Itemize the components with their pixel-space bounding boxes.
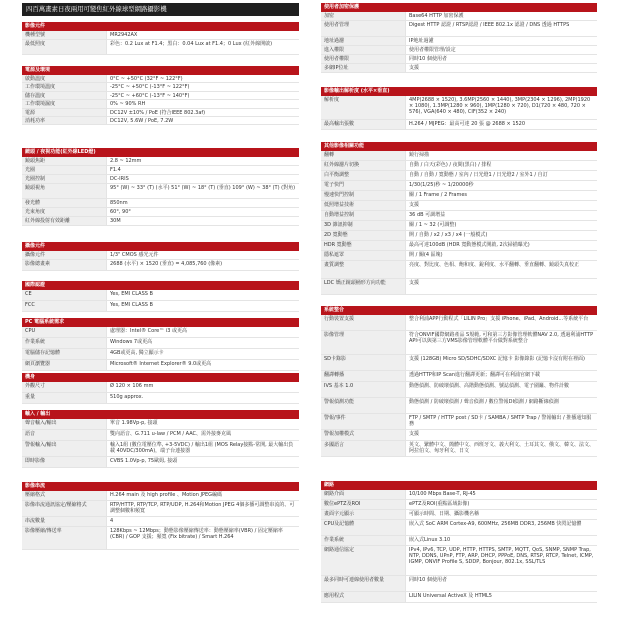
spec-label: 影像壓縮/傳送率 (22, 527, 106, 549)
spec-row (22, 382, 299, 393)
spec-label: SD卡錄影 (321, 355, 405, 370)
spec-value: 支援 (405, 279, 597, 294)
spec-value: 0% ~ 90% RH (106, 100, 299, 107)
spec-value: 最高可達100dB (HDR 寬動態模式開啟, 2次掃描曝光) (405, 241, 597, 250)
section-header: 攝像元件 (22, 242, 299, 251)
sec-pc (22, 318, 299, 371)
spec-value: H.264 main 及 high profile 、Motion JPEG編碼 (106, 491, 299, 500)
spec-label: 2D 寬動態 (321, 231, 405, 240)
spec-row (321, 355, 597, 371)
spec-label: 電源 (22, 109, 106, 116)
spec-row (22, 349, 299, 360)
spec-row (321, 37, 597, 46)
spec-value: -25°C ~ +50°C (-13°F ~ 122°F) (106, 83, 299, 90)
spec-label: 電子快門 (321, 181, 405, 190)
spec-value: 36 dB 可調增益 (405, 211, 597, 220)
spec-label: 畫質調整 (321, 261, 405, 278)
spec-value: 0°C ~ +50°C (32°F ~ 122°F) (106, 75, 299, 82)
spec-label: 啟動溫度 (22, 75, 106, 82)
spec-value: 1/3" CMOS 感光元件 (106, 251, 299, 259)
spec-row (22, 75, 299, 83)
spec-label: 作業系統 (321, 536, 405, 545)
spec-label: FCC (22, 301, 106, 311)
sec-resolution (321, 87, 597, 130)
spec-row (321, 161, 597, 171)
spec-label: 消耗功率 (22, 117, 106, 124)
spec-value: 亮度、對比度、色相、飽和度、銳利度、水平翻轉、垂直翻轉、鏡頭失真校正 (405, 261, 597, 278)
spec-label: 光束角度 (22, 208, 106, 216)
spec-label: 網頁瀏覽器 (22, 360, 106, 370)
section-header: 使用者加密保護 (321, 3, 597, 12)
spec-row (22, 166, 299, 175)
spec-row (321, 520, 597, 536)
spec-value: 850nm (106, 199, 299, 207)
spec-value: 關 / 1 Frame / 2 Frames (405, 191, 597, 200)
spec-value: IPv4, IPv6, TCP, UDP, HTTP, HTTPS, SMTP, MQTT, QoS, SNMP, SNMP Trap, NTP, DDNS, UPnP, FTP, ARP, DHCP, PPPoE, DNS, RTSP, RTCP, Telnet, ICMP, IGMP, ONVIF Profile S, SDDP, Bonjour, 802.1x, SSL/TLS (405, 546, 597, 575)
spec-value: 4GB或更高, 獨立顯示卡 (106, 349, 299, 359)
spec-row (22, 360, 299, 371)
spec-row (321, 46, 597, 55)
spec-label: 多國語言 (321, 441, 405, 456)
sec-other (321, 142, 597, 295)
spec-label: 警報輸入/輸出 (22, 441, 106, 456)
spec-row (321, 414, 597, 430)
spec-row (321, 576, 597, 592)
spec-value: 英文、繁體中文、簡體中文、西班牙文、義大利文、土耳其文、俄文、韓文、法文、阿拉伯文、匈牙利文、日文 (405, 441, 597, 456)
spec-label: 外觀尺寸 (22, 382, 106, 392)
sec-security (321, 3, 597, 73)
spec-row (321, 171, 597, 181)
spec-row (22, 109, 299, 117)
spec-row (321, 490, 597, 500)
spec-label: 進入權限 (321, 46, 405, 54)
spec-label: 壓縮格式 (22, 491, 106, 500)
spec-value: LILIN Universal ActiveX 及 HTML5 (405, 592, 597, 602)
spec-row (321, 64, 597, 73)
spec-value: 2688 (水平) × 1520 (垂直) = 4,085,760 (像素) (106, 260, 299, 270)
spec-value: 4 (106, 517, 299, 526)
spec-label: 紅外線濾片切換 (321, 161, 405, 170)
section-header: 影像元件 (22, 22, 299, 31)
spec-row (321, 12, 597, 21)
spec-value: 同時10 個使用者 (405, 576, 597, 591)
spec-row (22, 199, 299, 208)
spec-value: 鏡行掃描 (405, 151, 597, 160)
spec-label: 警報偵測功能 (321, 398, 405, 413)
spec-value: 整合利浦APP行動程式「LILIN Pro」支援 iPhone、iPad、Android...等系統平台 (405, 315, 597, 330)
spec-value: DC12V ±10% / PoE (符合IEEE 802.3af) (106, 109, 299, 116)
spec-value: MR2942AX (106, 31, 299, 39)
spec-value: 30M (106, 217, 299, 225)
spec-row (321, 441, 597, 457)
spec-value: 支援 (405, 201, 597, 210)
spec-row (321, 500, 597, 510)
section-header: 鏡頭 / 夜視功能(紅外線LED燈) (22, 148, 299, 157)
spec-value: H.264 / MJPEG：最高可達 20 張 @ 2688 × 1520 (405, 120, 597, 129)
spec-row (321, 315, 597, 331)
spec-value: 開 / 自動 / x2 / x3 / x4 (一般模式) (405, 231, 597, 240)
section-header: 影像輸出解析度 (水平×垂直) (321, 87, 597, 96)
section-header: 輸入 / 輸出 (22, 410, 299, 419)
spec-value: Microsoft® Internet Explorer® 9.0或更高 (106, 360, 299, 370)
spec-value: 開 / 關(4 區塊) (405, 251, 597, 260)
spec-label: 光圈 (22, 166, 106, 174)
spec-row (321, 382, 597, 398)
section-header: 電源及環境 (22, 66, 299, 75)
spec-row (321, 536, 597, 546)
spec-value: RTP/HTTP, RTP/TCP, RTP/UDP, H.264和Motion JPEG 4個多播可調整串流的、可調整個數和頻寬 (106, 501, 299, 516)
spec-label: CE (22, 290, 106, 300)
spec-row (22, 184, 299, 199)
spec-label: 工作環境溫度 (22, 83, 106, 90)
spec-row (22, 40, 299, 55)
spec-value: DC-IRIS (106, 175, 299, 183)
spec-label: 低照增益技術 (321, 201, 405, 210)
spec-row (321, 592, 597, 603)
spec-row (22, 31, 299, 40)
spec-row (22, 491, 299, 501)
spec-value: Windows 7或更高 (106, 338, 299, 348)
spec-label: 語音 (22, 430, 106, 440)
spec-row (22, 501, 299, 517)
spec-label: 數位ePTZ及ROI (321, 500, 405, 509)
spec-value: 動態偵測、防破壞偵測、高階動態偵測、號誌偵測、電子圍籬、物件計數 (405, 382, 597, 397)
spec-value: 符合ONVIF國際網路產品 S規範, 可和第三方影像管理軟體NAV 2.0, 透過利浦HTTP API可以與第三方VMS影像管理軟體平台做對系統整合 (405, 331, 597, 354)
spec-row (321, 21, 597, 37)
spec-row (321, 201, 597, 211)
spec-row (22, 517, 299, 527)
spec-label: 翻譯轉播 (321, 371, 405, 381)
spec-value: FTP / SMTP / HTTP post / SD卡 / SAMBA / SMTP Trap / 警報輸出 / 推播通知服務 (405, 414, 597, 429)
spec-row (22, 290, 299, 301)
spec-row (321, 510, 597, 520)
spec-label: 鏡頭焦距 (22, 157, 106, 165)
spec-row (22, 419, 299, 430)
spec-label: 白平衡調整 (321, 171, 405, 180)
spec-label: CPU及記憶體 (321, 520, 405, 535)
spec-label: 作業系統 (22, 338, 106, 348)
spec-label: 警報/事件 (321, 414, 405, 429)
spec-label: CPU (22, 327, 106, 337)
spec-label: IVS 基本 1.0 (321, 382, 405, 397)
spec-row (321, 120, 597, 130)
spec-row (22, 327, 299, 338)
spec-row (321, 261, 597, 279)
section-header: 機身 (22, 373, 299, 382)
spec-value: Digest HTTP 認證 / RTSP認證 / IEEE 802.1x 認證 / DNS 透過 HTTPS (405, 21, 597, 36)
sec-mech (22, 373, 299, 404)
spec-row (321, 279, 597, 295)
spec-row (22, 338, 299, 349)
spec-value: 2.8 ~ 12mm (106, 157, 299, 165)
spec-value: Yes, EMI CLASS B (106, 301, 299, 311)
spec-value: 1/30(1/25)秒 ~ 1/20000秒 (405, 181, 597, 190)
spec-label: LDC 矯正鏡頭桶形方向功能 (321, 279, 405, 294)
spec-value: DC12V, 5.6W / PoE, 7.2W (106, 117, 299, 124)
spec-label: 光圈控制 (22, 175, 106, 183)
spec-label: 最多同時可連線使用者數量 (321, 576, 405, 591)
spec-label: 攝像元件 (22, 251, 106, 259)
spec-value: 95° (W) ~ 33° (T) (水平) 51° (W) ~ 18° (T) (垂直) 109° (W) ~ 38° (T) (對角) (106, 184, 299, 198)
spec-row (321, 191, 597, 201)
section-header: 國際認證 (22, 281, 299, 290)
spec-value: 自動 / 白天(彩色) / 夜間(黑白) / 排程 (405, 161, 597, 170)
spec-value: 支援 (405, 64, 597, 72)
spec-row (321, 251, 597, 261)
spec-value: 510g approx. (106, 393, 299, 403)
spec-value: 透過HTTP和IP Scan進行翻譯更新；翻譯可在利浦官網下載 (405, 371, 597, 381)
spec-row (22, 117, 299, 125)
spec-value: ePTZ及ROI(重點區域影像) (405, 500, 597, 509)
spec-row (22, 175, 299, 184)
spec-row (22, 208, 299, 217)
spec-row (321, 231, 597, 241)
spec-label: 行動裝置支援 (321, 315, 405, 330)
spec-row (321, 430, 597, 441)
sec-lens (22, 148, 299, 226)
sec-power-env (22, 66, 299, 125)
spec-label: HDR 寬動態 (321, 241, 405, 250)
spec-label: 影像管理 (321, 331, 405, 354)
spec-row (22, 393, 299, 404)
spec-value: 嵌入式 SoC ARM Cortex-A9, 600MHz, 256MB DDR3, 256MB 快閃記憶體 (405, 520, 597, 535)
spec-row (321, 331, 597, 355)
spec-value: 輸入1組 (數位電壓位準, +3-5VDC) / 輸出1組 (MOS Relay接點-常開, 最大輸出負載 40VDC/300mA)，端子台連接器 (106, 441, 299, 456)
spec-label: 鏡頭視角 (22, 184, 106, 198)
spec-value: 10/100 Mbps Base-T, RJ-45 (405, 490, 597, 499)
spec-row (321, 96, 597, 120)
spec-label: 發光體 (22, 199, 106, 207)
spec-value: 4MP(2688 × 1520), 3.6MP(2560 × 1440), 3MP(2304 × 1296), 2MP(1920 × 1080), 1.3MP(1280 × 960), 1MP(1280 × 720), D1(720 × 480, 720 × 576), VGA(640 × 480), CIF(352 × 240) (405, 96, 597, 119)
spec-label: 應用程式 (321, 592, 405, 602)
spec-label: 使用者權限 (321, 55, 405, 63)
spec-label: 網路介面 (321, 490, 405, 499)
section-header: 其他影像相關功能 (321, 142, 597, 151)
spec-label: 3D 雜訊抑制 (321, 221, 405, 230)
spec-value: 關 / 1 ~ 32 (可調整) (405, 221, 597, 230)
spec-value: 單音 1.98Vp-p, 接頭 (106, 419, 299, 429)
spec-row (22, 527, 299, 550)
spec-row (22, 441, 299, 457)
spec-row (321, 55, 597, 64)
spec-label: 機種型號 (22, 31, 106, 39)
spec-label: 串流數量 (22, 517, 106, 526)
spec-label: 電腦儲存記憶體 (22, 349, 106, 359)
spec-row (321, 181, 597, 191)
section-header: 網路 (321, 481, 597, 490)
spec-value: 支援 (405, 430, 597, 440)
spec-row (22, 92, 299, 100)
spec-row (321, 546, 597, 576)
sec-io (22, 410, 299, 468)
spec-row (22, 100, 299, 108)
spec-label: 解析度 (321, 96, 405, 119)
spec-label: 聲音輸入/輸出 (22, 419, 106, 429)
spec-row (321, 371, 597, 382)
spec-value: IP地址過濾 (405, 37, 597, 45)
spec-value: 處理器：Intel® Core™ i3 或更高 (106, 327, 299, 337)
spec-row (22, 457, 299, 468)
spec-label: 重量 (22, 393, 106, 403)
sec-encode (22, 482, 299, 550)
spec-label: 儲存溫度 (22, 92, 106, 99)
spec-label: 自動增益控制 (321, 211, 405, 220)
spec-value: 動態偵測 / 防破壞偵測 / 聲音偵測 / 數位警報DI偵測 / 網路斷線偵測 (405, 398, 597, 413)
spec-row (321, 211, 597, 221)
sec-sensor (22, 242, 299, 271)
spec-label: 工作環境濕度 (22, 100, 106, 107)
spec-value: 128Kbps ~ 12Mbps；動態影像壓縮傳送率：動態壓縮率(VBR) / 固定壓縮率(CBR) / GOP 支援；頻寬 (Fix bitrate) / Smart H.264 (106, 527, 299, 549)
spec-label: 影像串流通訊協定/壓縮格式 (22, 501, 106, 516)
section-header: 影像串流 (22, 482, 299, 491)
spec-value: Base64 HTTP 加密保護 (405, 12, 597, 20)
spec-label: 慢速快門控制 (321, 191, 405, 200)
spec-row (22, 251, 299, 260)
spec-value: 可顯示時間、日期、攝影機名稱 (405, 510, 597, 519)
spec-label: 即時影像 (22, 457, 106, 467)
spec-row (22, 301, 299, 312)
spec-label: 畫面字元顯示 (321, 510, 405, 519)
spec-value: 彩色：0.2 Lux at F1.4；黑白：0.04 Lux at F1.4；0 Lux (紅外線開啟) (106, 40, 299, 54)
spec-label: 翻轉 (321, 151, 405, 160)
spec-row (22, 157, 299, 166)
page-title: 四百萬畫素日夜兩用可變焦紅外線球型網路攝影機 (22, 3, 299, 16)
spec-row (22, 217, 299, 226)
spec-value: 使用者權限管理/設定 (405, 46, 597, 54)
spec-value: F1.4 (106, 166, 299, 174)
sec-cert (22, 281, 299, 312)
sec-network (321, 481, 597, 603)
spec-row (321, 241, 597, 251)
spec-label: 警報加權模式 (321, 430, 405, 440)
spec-label: 加密 (321, 12, 405, 20)
spec-row (321, 398, 597, 414)
spec-label: 隱私遮罩 (321, 251, 405, 260)
spec-value: 同時10 個使用者 (405, 55, 597, 63)
spec-value: -25°C ~ +60°C (-13°F ~ 140°F) (106, 92, 299, 99)
spec-label: 多網IP位址 (321, 64, 405, 72)
spec-row (321, 151, 597, 161)
spec-label: 地址過濾 (321, 37, 405, 45)
spec-label: 使用者管理 (321, 21, 405, 36)
spec-value: 60°, 90° (106, 208, 299, 216)
spec-row (22, 83, 299, 91)
section-header: PC 電腦系統需求 (22, 318, 299, 327)
spec-label: 網路通信協定 (321, 546, 405, 575)
spec-value: 雙向語音、G.711 u-law / PCM / AAC、需外接麥克風 (106, 430, 299, 440)
spec-row (22, 430, 299, 441)
spec-label: 影像總畫素 (22, 260, 106, 270)
spec-label: 最高輸出張數 (321, 120, 405, 129)
spec-label: 紅外線投射有效距離 (22, 217, 106, 225)
spec-row (22, 260, 299, 271)
spec-value: Ø 120 × 106 mm (106, 382, 299, 392)
sec-system (321, 306, 597, 457)
spec-value: 嵌入式Linux 3.10 (405, 536, 597, 545)
spec-value: 自動 / 自動 / 寬動態 / 室內 / 日光燈1 / 日光燈2 / 室外1 / 自訂 (405, 171, 597, 180)
spec-value: CVBS 1.0Vp-p, 75歐姆, 接頭 (106, 457, 299, 467)
spec-value: 支援 (128GB) Micro SD/SDHC/SDXC 記憶卡 影像錄影 (記憶卡沒有附在裡面) (405, 355, 597, 370)
spec-label: 最低照度 (22, 40, 106, 54)
spec-row (321, 221, 597, 231)
spec-value: Yes, EMI CLASS B (106, 290, 299, 300)
section-header: 系統整合 (321, 306, 597, 315)
sec-video-element (22, 22, 299, 55)
